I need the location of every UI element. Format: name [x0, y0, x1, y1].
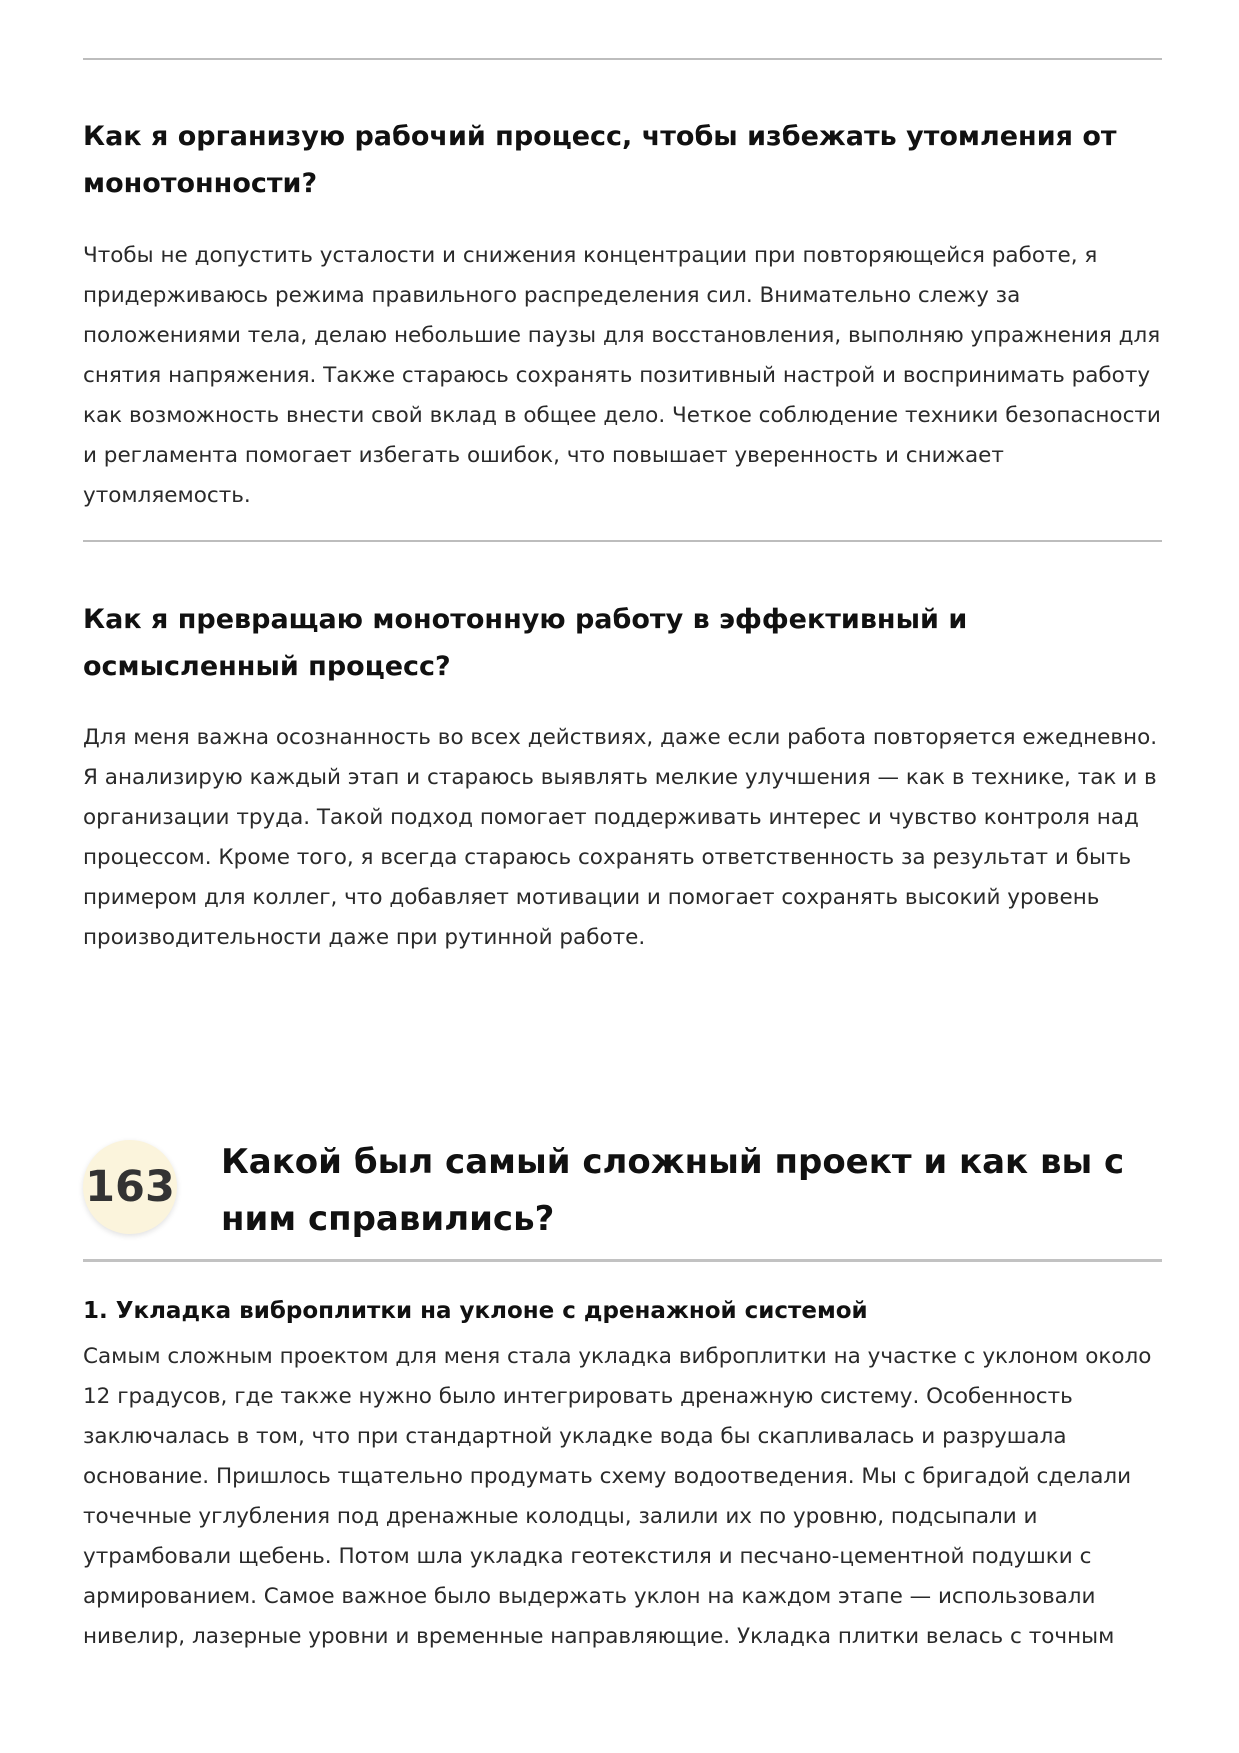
question-heading-2: Как я превращаю монотонную работу в эффективный и осмысленный процесс?	[83, 604, 968, 682]
answer-subheading: 1. Укладка виброплитки на уклоне с дренажной системой	[83, 1298, 868, 1324]
section-title: Какой был самый сложный проект и как вы с ним справились?	[221, 1142, 1125, 1239]
divider-top	[83, 58, 1162, 60]
question-heading-1: Как я организую рабочий процесс, чтобы избежать утомления от монотонности?	[83, 121, 1117, 199]
question-number-badge: 163	[83, 1140, 177, 1234]
question-answer-2: Для меня важна осознанность во всех действиях, даже если работа повторяется ежедневно. Я анализирую каждый этап и стараюсь выявлять мелкие улучшения — как в технике, так и в организации труда. Такой подход помогает поддерживать интерес и чувство контроля над процессом. Кроме того, я всегда стараюсь сохранять ответственность за результат и быть примером для коллег, что добавляет мотивации и помогает сохранять высокий уровень производительности даже при рутинной работе.	[83, 725, 1158, 950]
answer-body: Самым сложным проектом для меня стала укладка виброплитки на участке с уклоном около 12 градусов, где также нужно было интегрировать дренажную систему. Особенность заключалась в том, что при стандартной укладке вода бы скапливалась и разрушала основание. Пришлось тщательно продумать схему водоотведения. Мы с бригадой сделали точечные углубления под дренажные колодцы, залили их по уровню, подсыпали и утрамбовали щебень. Потом шла укладка геотекстиля и песчано-цементной подушки с армированием. Самое важное было выдержать уклон на каждом этапе — использовали нивелир, лазерные уровни и временные направляющие. Укладка плитки велась с точным	[83, 1344, 1152, 1649]
section-divider	[83, 1259, 1162, 1262]
divider-middle	[83, 540, 1162, 542]
question-answer-1: Чтобы не допустить усталости и снижения концентрации при повторяющейся работе, я придерживаюсь режима правильного распределения сил. Внимательно слежу за положениями тела, делаю небольшие паузы для восстановления, выполняю упражнения для снятия напряжения. Также стараюсь сохранять позитивный настрой и воспринимать работу как возможность внести свой вклад в общее дело. Четкое соблюдение техники безопасности и регламента помогает избегать ошибок, что повышает уверенность и снижает утомляемость.	[83, 243, 1161, 508]
section-header	[83, 1140, 1162, 1260]
